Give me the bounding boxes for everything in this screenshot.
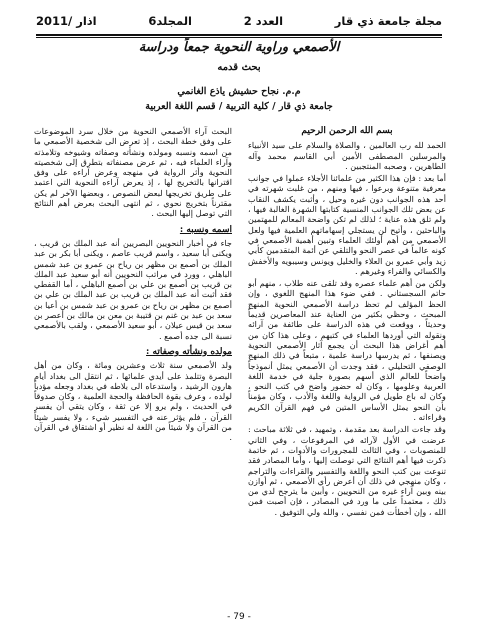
section-heading-birth-upbringing: مولده ونشأته وصفاته : xyxy=(146,346,232,357)
body-paragraph: وقد جاءت الدراسة بعد مقدمة ، وتمهيد ، في ثلاثة مباحث : عرضت في الأول لآرائه في المرفوعات ، وفي الثاني للمنصوبات ، وفي الثالث للمجرورات والأدوات ، ثم خاتمة ذكرت فيها أهم النتائج التي توصلت إليها ، وأما المصادر فقد تنوعت بين كتب النحو واللغة والتفسير والقراءات والتراجم ، وكان منهجي في ذلك أن أعرض رأي الأصمعي ، ثم أوازن بينه وبين آراء غيره من النحويين ، وأبين ما يترجح لدي من ذلك ، معتمداً على ما ورد في المصادر ، فإن أصبت فمن الله ، وإن أخطأت فمن نفسي ، والله ولي التوفيق . xyxy=(248,424,446,517)
body-paragraph: ولد الأصمعي سنة ثلاث وعشرين ومائة ، وكان من أهل البصرة وتتلمذ على أيدي علمائها ، ثم انتقل الى بغداد أيام هارون الرشيد ، واستدعاه الى بلاطه في بغداد وجعله مؤدباً لولده ، وعرف بقوة الحافظة والحجة العلمية ، وكان صدوقاً في الحديث ، ولم يرو إلا عن ثقة ، وكان يتقي أن يفسر القرآن ، فلم يؤثر عنه في التفسير شيء ، ولا يفسر شيئاً من القرآن ولا شيئاً من اللغة له نظير أو اشتقاق في القرآن . xyxy=(34,360,232,443)
body-paragraph: الحمد لله رب العالمين ، والصلاة والسلام على سيد الأنبياء والمرسلين المصطفى الأمين أبي القاسم محمد وآله الطاهرين ، وصحبه المنتجبين . xyxy=(248,140,446,171)
journal-name: مجلة جامعة ذي قار xyxy=(334,14,442,28)
paper-title: الأصمعي وراوية النحوية جمعاً ودراسة xyxy=(138,40,340,55)
body-paragraph: البحث آراء الأصمعي النحوية من خلال سرد الموضوعات على وفق خطة البحث ، إذ تعرض الى شخصية الأصمعي ما من اسمه ونسبه ومولده ونشأته وصفاته وشيوخه وتلامذته وآراء العلماء فيه ، ثم عرض مصنفاته بتطرق إلى شخصيته النحوية وأثر الرواية في منهجه وعرض آراءه على وفق اقترانها بالتخريج لها ، إذ يعرض آراءه النحوية التي اعتمد على طريق تخريجها لبعض النصوص ، وبعضها الآخر لم يكن مقترناً بتخريج نحوي ، ثم انتهى البحث بعرض أهم النتائج التي توصل إليها البحث . xyxy=(34,126,232,219)
running-header xyxy=(36,10,442,32)
right-column xyxy=(248,126,446,608)
body-paragraph: جاء في أخبار النحويين البصريين أنه عبد الملك بن قريب ، ويكنى أبا سعيد ، واسم قريب عاصم ، ويكنى أبا بكر بن عبد الملك بن أصمع بن مظهر بن رياح بن عمرو بن عبد شمس الباهلي ، وورد في مراتب النحويين أنه أبو سعيد عبد الملك بن قريب بن أصمع بن علي بن أصمع الباهلي ، أما القفطي فقد أثبت أنه عبد الملك بن قريب بن عبد الملك بن علي بن أصمع بن مظهر بن رياح بن عمرو بن عبد شمس بن أعيا بن سعد بن عبد بن غنم بن قتيبة بن معن بن مالك بن أعصر بن سعد بن قيس عيلان ، أبو سعيد الأصمعي ، ولقب بالأصمعي نسبة الى جده أصمع . xyxy=(34,237,232,341)
left-column xyxy=(34,126,232,608)
header-rule-thin xyxy=(36,37,442,38)
page-number: - 79 - xyxy=(227,612,251,622)
issue-date: اذار /2011 xyxy=(36,14,97,28)
header-rule-thick xyxy=(36,34,442,36)
body-paragraph: أما بعد : فإن هذا الكثير من علمائنا الأجلاء عملوا في جوانب معرفية متنوعة وبرعوا ، فيها ومنهم ، من غلبت شهرته في أحد هذه الجوانب دون غيره وحيل ، وأثبت يكشف النقاب عن بعض تلك الجوانب المنسية كتابتها الشهرة الغالبة فيها ، ولم تلق هذه عناية ؛ لذلك لم تكن واضحة المعالم للمهتمين والباحثين ، وأتيح لن يستجلي إسهاماتهم العلمية فيها ولعل الأصمعي من أهم أولئك العلماء وتبين أهمية الأصمعي في كونه عالماً في عصر النحو والتلقي عن أئمة المتقدمين كأبي زيد وأبي عمرو بن العلاء والخليل ويونس وسيبويه والأخفش والكسائي والفراء وغيرهم . xyxy=(248,173,446,276)
byline: بحث قدمه xyxy=(217,62,261,73)
author-name: م.م. نجاح حشيش ياذع الغانمي xyxy=(177,86,301,97)
volume-number: المجلد6 xyxy=(148,14,192,28)
author-affiliation: جامعة ذي قار / كلية التربية / قسم اللغة العربية xyxy=(145,101,333,112)
body-paragraph: ولكن من أهم علماء عصره وقد تلقى عنه طلاب ، منهم أبو حاتم السجستاني . ففي ضوء هذا المنهج اللغوي ، وإن الحظ المؤلف لم تحظ دراسة الأصمعي النحوية المنهج المبحث ، وحظي بكثير من العناية عند المعاصرين قديماً وحديثاً ، ووقعت في هذه الدراسة على طائفة من آرائه ونقوله التي أوردها العلماء في كتبهم ، وعلى هذا كان من أهم أغراض هذا البحث أن يجمع آثار الأصمعي النحوية ويصنفها ، ثم يدرسها دراسة علمية ، متبعاً في ذلك المنهج الوصفي التحليلي ، فقد وجدت أن الأصمعي يمثل أنموذجاً واضحاً للعالم الذي أسهم بصورة جلية في خدمة اللغة العربية وعلومها ، وكان له حضور واضح في كتب النحو ، وكان له باع طويل في الرواية واللغة والأدب ، وكان مؤمناً بأن النحو يمثل الأساس المتين في فهم القرآن الكريم وقراءاته . xyxy=(248,278,446,423)
section-heading-name-lineage: اسمه ونسبه : xyxy=(179,224,232,235)
opening-basmala: بسم الله الرحمن الرحيم xyxy=(301,126,393,136)
issue-number: العدد 2 xyxy=(243,14,284,28)
